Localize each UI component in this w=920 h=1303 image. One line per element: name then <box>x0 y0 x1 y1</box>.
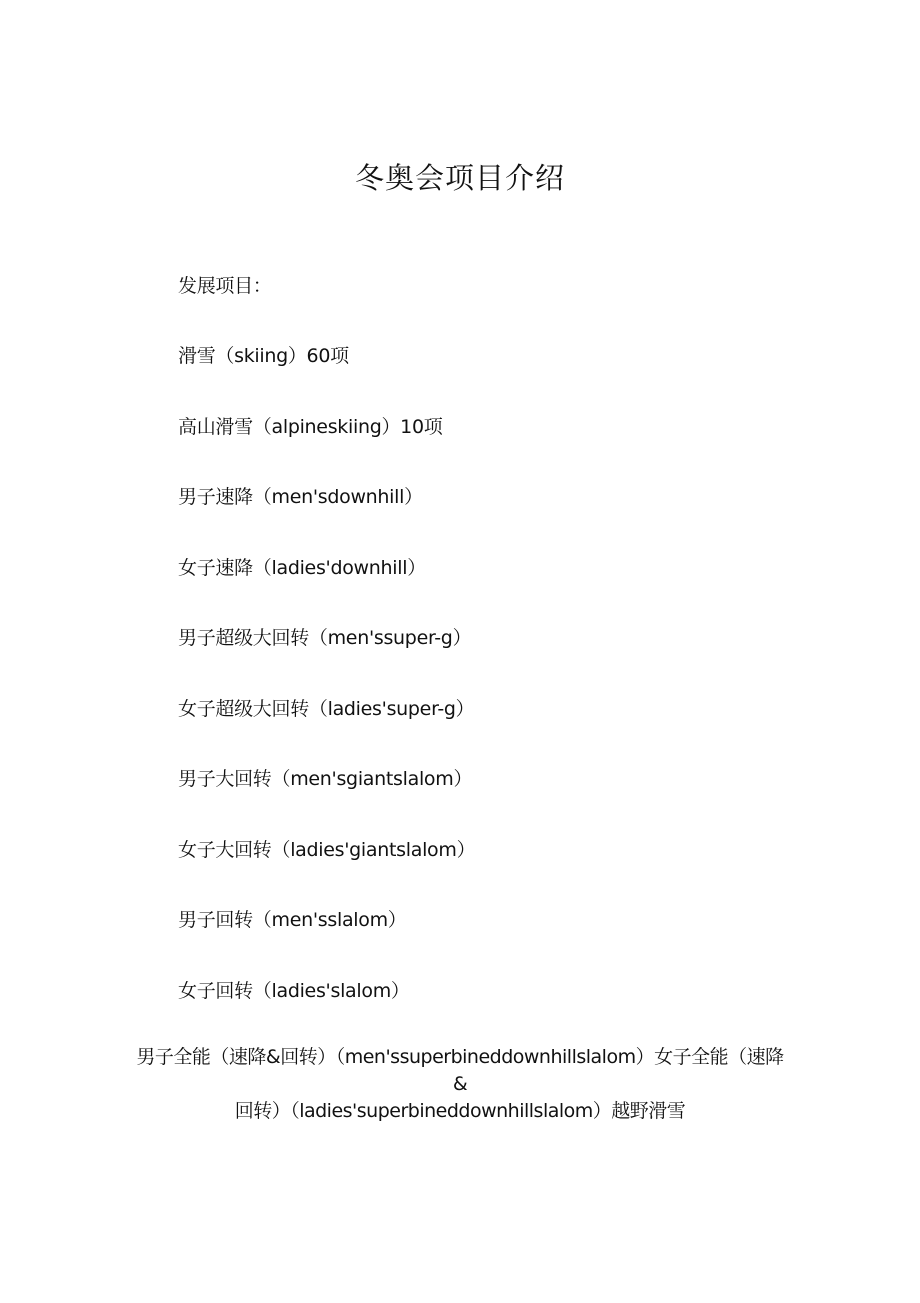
paragraph-line-1: 男子全能（速降&回转）（men'ssuperbineddownhillslalom）女子全能（速降& <box>136 1046 784 1095</box>
text-line-ladies-slalom: 女子回转（ladies'slalom） <box>178 980 410 1002</box>
text-line-ladies-downhill: 女子速降（ladies'downhill） <box>178 557 426 579</box>
text-line-ladies-giant-slalom: 女子大回转（ladies'giantslalom） <box>178 839 476 861</box>
text-line-alpine-skiing: 高山滑雪（alpineskiing）10项 <box>178 416 443 438</box>
paragraph-line-2: 回转）（ladies'superbineddownhillslalom）越野滑雪 <box>234 1100 686 1122</box>
text-line-mens-giant-slalom: 男子大回转（men'sgiantslalom） <box>178 768 473 790</box>
text-line-mens-downhill: 男子速降（men'sdownhill） <box>178 486 423 508</box>
text-line-ladies-super-g: 女子超级大回转（ladies'super-g） <box>178 698 475 720</box>
document-title: 冬奥会项目介绍 <box>354 161 565 195</box>
combined-events-paragraph <box>130 1044 790 1125</box>
text-line-skiing: 滑雪（skiing）60项 <box>178 345 349 367</box>
text-line-development-events: 发展项目： <box>178 275 272 297</box>
text-line-mens-slalom: 男子回转（men'sslalom） <box>178 909 407 931</box>
text-line-mens-super-g: 男子超级大回转（men'ssuper-g） <box>178 627 472 649</box>
